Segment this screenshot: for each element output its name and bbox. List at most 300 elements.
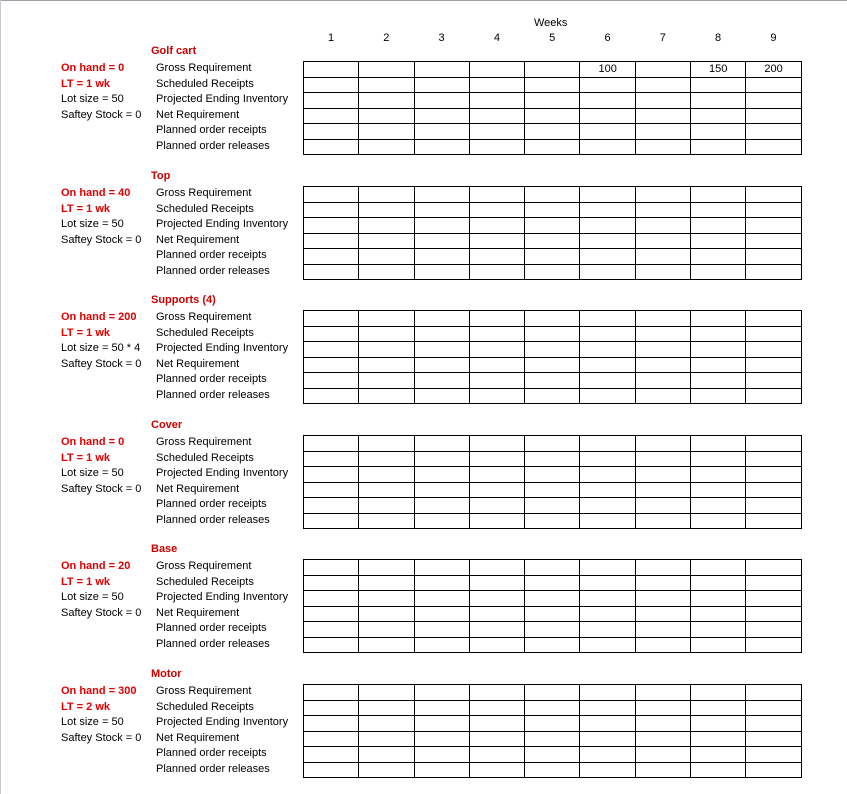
grid-cell[interactable]: [525, 187, 580, 203]
grid-cell[interactable]: [304, 731, 359, 747]
grid-cell[interactable]: [691, 342, 746, 358]
grid-cell[interactable]: [359, 326, 414, 342]
grid-cell[interactable]: [469, 326, 524, 342]
grid-cell[interactable]: [746, 233, 801, 249]
grid-cell[interactable]: [691, 606, 746, 622]
grid-cell[interactable]: [469, 436, 524, 452]
grid-cell[interactable]: [580, 606, 635, 622]
grid-cell[interactable]: [580, 591, 635, 607]
grid-cell[interactable]: [525, 311, 580, 327]
grid-cell[interactable]: [691, 716, 746, 732]
grid-cell[interactable]: [469, 264, 524, 280]
grid-cell[interactable]: [414, 560, 469, 576]
grid-cell[interactable]: [691, 202, 746, 218]
grid-cell[interactable]: 200: [746, 62, 801, 78]
grid-cell[interactable]: [580, 622, 635, 638]
grid-cell[interactable]: [635, 436, 690, 452]
grid-cell[interactable]: [414, 482, 469, 498]
grid-cell[interactable]: [359, 467, 414, 483]
grid-cell[interactable]: [304, 93, 359, 109]
grid-cell[interactable]: [359, 637, 414, 653]
grid-cell[interactable]: [304, 218, 359, 234]
grid-cell[interactable]: [635, 622, 690, 638]
grid-cell[interactable]: [635, 62, 690, 78]
grid-cell[interactable]: [635, 202, 690, 218]
grid-cell[interactable]: [580, 388, 635, 404]
grid-cell[interactable]: [525, 264, 580, 280]
grid-cell[interactable]: [580, 311, 635, 327]
grid-cell[interactable]: [525, 685, 580, 701]
grid-cell[interactable]: [414, 716, 469, 732]
grid-cell[interactable]: [580, 93, 635, 109]
grid-cell[interactable]: [304, 108, 359, 124]
grid-cell[interactable]: [469, 482, 524, 498]
grid-cell[interactable]: [746, 606, 801, 622]
grid-cell[interactable]: [635, 373, 690, 389]
grid-cell[interactable]: [469, 716, 524, 732]
grid-cell[interactable]: [746, 436, 801, 452]
grid-cell[interactable]: [525, 482, 580, 498]
grid-cell[interactable]: [635, 716, 690, 732]
grid-cell[interactable]: [635, 139, 690, 155]
grid-cell[interactable]: [359, 187, 414, 203]
grid-cell[interactable]: [746, 685, 801, 701]
grid-cell[interactable]: [746, 637, 801, 653]
grid-cell[interactable]: [635, 762, 690, 778]
grid-cell[interactable]: [635, 264, 690, 280]
grid-cell[interactable]: [635, 108, 690, 124]
grid-cell[interactable]: [691, 451, 746, 467]
grid-cell[interactable]: [746, 700, 801, 716]
grid-cell[interactable]: [304, 373, 359, 389]
grid-cell[interactable]: [414, 108, 469, 124]
grid-cell[interactable]: [746, 731, 801, 747]
grid-cell[interactable]: [746, 124, 801, 140]
grid-cell[interactable]: [691, 591, 746, 607]
grid-cell[interactable]: [359, 139, 414, 155]
grid-cell[interactable]: [635, 326, 690, 342]
grid-cell[interactable]: [746, 202, 801, 218]
grid-cell[interactable]: [359, 357, 414, 373]
grid-cell[interactable]: [746, 139, 801, 155]
grid-cell[interactable]: [304, 606, 359, 622]
grid-cell[interactable]: [635, 357, 690, 373]
grid-cell[interactable]: [635, 451, 690, 467]
grid-cell[interactable]: [414, 187, 469, 203]
grid-cell[interactable]: [359, 451, 414, 467]
grid-cell[interactable]: [469, 467, 524, 483]
grid-cell[interactable]: [746, 108, 801, 124]
grid-cell[interactable]: [525, 637, 580, 653]
grid-cell[interactable]: [359, 264, 414, 280]
grid-cell[interactable]: [469, 606, 524, 622]
grid-cell[interactable]: [525, 93, 580, 109]
grid-cell[interactable]: [304, 124, 359, 140]
grid-cell[interactable]: [746, 249, 801, 265]
grid-cell[interactable]: [304, 139, 359, 155]
grid-cell[interactable]: [469, 77, 524, 93]
grid-cell[interactable]: [414, 311, 469, 327]
grid-cell[interactable]: [359, 498, 414, 514]
grid-cell[interactable]: [304, 388, 359, 404]
grid-cell[interactable]: [580, 77, 635, 93]
grid-cell[interactable]: [746, 575, 801, 591]
grid-cell[interactable]: [469, 187, 524, 203]
grid-cell[interactable]: [746, 326, 801, 342]
grid-cell[interactable]: 150: [691, 62, 746, 78]
grid-cell[interactable]: 100: [580, 62, 635, 78]
grid-cell[interactable]: [525, 233, 580, 249]
grid-cell[interactable]: [635, 233, 690, 249]
grid-cell[interactable]: [304, 326, 359, 342]
grid-cell[interactable]: [691, 311, 746, 327]
grid-cell[interactable]: [635, 637, 690, 653]
grid-cell[interactable]: [691, 436, 746, 452]
grid-cell[interactable]: [691, 326, 746, 342]
grid-cell[interactable]: [414, 264, 469, 280]
grid-cell[interactable]: [525, 436, 580, 452]
grid-cell[interactable]: [525, 498, 580, 514]
grid-cell[interactable]: [525, 700, 580, 716]
grid-cell[interactable]: [746, 622, 801, 638]
grid-cell[interactable]: [580, 716, 635, 732]
grid-cell[interactable]: [580, 139, 635, 155]
grid-cell[interactable]: [414, 139, 469, 155]
grid-cell[interactable]: [635, 685, 690, 701]
grid-cell[interactable]: [414, 218, 469, 234]
grid-cell[interactable]: [414, 762, 469, 778]
grid-cell[interactable]: [359, 622, 414, 638]
grid-cell[interactable]: [359, 373, 414, 389]
grid-cell[interactable]: [525, 62, 580, 78]
grid-cell[interactable]: [580, 218, 635, 234]
grid-cell[interactable]: [580, 249, 635, 265]
grid-cell[interactable]: [414, 202, 469, 218]
grid-cell[interactable]: [414, 700, 469, 716]
grid-cell[interactable]: [635, 124, 690, 140]
grid-cell[interactable]: [359, 218, 414, 234]
grid-cell[interactable]: [414, 124, 469, 140]
grid-cell[interactable]: [304, 187, 359, 203]
grid-cell[interactable]: [746, 357, 801, 373]
grid-cell[interactable]: [746, 342, 801, 358]
grid-cell[interactable]: [580, 467, 635, 483]
grid-cell[interactable]: [746, 747, 801, 763]
grid-cell[interactable]: [414, 606, 469, 622]
grid-cell[interactable]: [691, 264, 746, 280]
grid-cell[interactable]: [580, 233, 635, 249]
grid-cell[interactable]: [469, 762, 524, 778]
grid-cell[interactable]: [525, 202, 580, 218]
grid-cell[interactable]: [414, 575, 469, 591]
grid-cell[interactable]: [469, 124, 524, 140]
grid-cell[interactable]: [469, 202, 524, 218]
grid-cell[interactable]: [304, 700, 359, 716]
grid-cell[interactable]: [635, 606, 690, 622]
grid-cell[interactable]: [525, 622, 580, 638]
grid-cell[interactable]: [304, 77, 359, 93]
grid-cell[interactable]: [304, 637, 359, 653]
grid-cell[interactable]: [414, 326, 469, 342]
grid-cell[interactable]: [469, 560, 524, 576]
grid-cell[interactable]: [580, 498, 635, 514]
grid-cell[interactable]: [635, 700, 690, 716]
grid-cell[interactable]: [414, 637, 469, 653]
grid-cell[interactable]: [580, 436, 635, 452]
grid-cell[interactable]: [359, 700, 414, 716]
grid-cell[interactable]: [414, 685, 469, 701]
grid-cell[interactable]: [469, 451, 524, 467]
grid-cell[interactable]: [469, 637, 524, 653]
grid-cell[interactable]: [469, 342, 524, 358]
grid-cell[interactable]: [469, 513, 524, 529]
grid-cell[interactable]: [469, 685, 524, 701]
grid-cell[interactable]: [746, 467, 801, 483]
grid-cell[interactable]: [359, 482, 414, 498]
grid-cell[interactable]: [580, 637, 635, 653]
grid-cell[interactable]: [580, 202, 635, 218]
grid-cell[interactable]: [635, 388, 690, 404]
grid-cell[interactable]: [525, 513, 580, 529]
grid-cell[interactable]: [691, 233, 746, 249]
grid-cell[interactable]: [359, 62, 414, 78]
grid-cell[interactable]: [359, 233, 414, 249]
grid-cell[interactable]: [635, 513, 690, 529]
grid-cell[interactable]: [580, 513, 635, 529]
grid-cell[interactable]: [469, 357, 524, 373]
grid-cell[interactable]: [580, 731, 635, 747]
grid-cell[interactable]: [469, 311, 524, 327]
grid-cell[interactable]: [635, 591, 690, 607]
grid-cell[interactable]: [414, 62, 469, 78]
grid-cell[interactable]: [304, 747, 359, 763]
grid-cell[interactable]: [525, 560, 580, 576]
grid-cell[interactable]: [580, 762, 635, 778]
grid-cell[interactable]: [414, 249, 469, 265]
grid-cell[interactable]: [525, 326, 580, 342]
grid-cell[interactable]: [304, 233, 359, 249]
grid-cell[interactable]: [691, 513, 746, 529]
grid-cell[interactable]: [469, 249, 524, 265]
grid-cell[interactable]: [746, 762, 801, 778]
grid-cell[interactable]: [414, 747, 469, 763]
grid-cell[interactable]: [691, 747, 746, 763]
grid-cell[interactable]: [635, 249, 690, 265]
grid-cell[interactable]: [414, 731, 469, 747]
grid-cell[interactable]: [746, 388, 801, 404]
grid-cell[interactable]: [359, 436, 414, 452]
grid-cell[interactable]: [746, 482, 801, 498]
grid-cell[interactable]: [635, 731, 690, 747]
grid-cell[interactable]: [580, 560, 635, 576]
grid-cell[interactable]: [635, 77, 690, 93]
grid-cell[interactable]: [746, 93, 801, 109]
grid-cell[interactable]: [414, 77, 469, 93]
grid-cell[interactable]: [469, 93, 524, 109]
grid-cell[interactable]: [304, 202, 359, 218]
grid-cell[interactable]: [746, 77, 801, 93]
grid-cell[interactable]: [359, 124, 414, 140]
grid-cell[interactable]: [746, 498, 801, 514]
grid-cell[interactable]: [359, 77, 414, 93]
grid-cell[interactable]: [635, 218, 690, 234]
grid-cell[interactable]: [469, 373, 524, 389]
grid-cell[interactable]: [635, 498, 690, 514]
grid-cell[interactable]: [635, 482, 690, 498]
grid-cell[interactable]: [469, 498, 524, 514]
grid-cell[interactable]: [580, 685, 635, 701]
grid-cell[interactable]: [414, 373, 469, 389]
grid-cell[interactable]: [304, 451, 359, 467]
grid-cell[interactable]: [469, 591, 524, 607]
grid-cell[interactable]: [635, 560, 690, 576]
grid-cell[interactable]: [746, 716, 801, 732]
grid-cell[interactable]: [414, 93, 469, 109]
grid-cell[interactable]: [691, 93, 746, 109]
grid-cell[interactable]: [469, 62, 524, 78]
grid-cell[interactable]: [359, 762, 414, 778]
grid-cell[interactable]: [635, 342, 690, 358]
grid-cell[interactable]: [525, 716, 580, 732]
grid-cell[interactable]: [746, 591, 801, 607]
grid-cell[interactable]: [635, 575, 690, 591]
grid-cell[interactable]: [359, 747, 414, 763]
grid-cell[interactable]: [580, 747, 635, 763]
grid-cell[interactable]: [580, 124, 635, 140]
grid-cell[interactable]: [525, 139, 580, 155]
grid-cell[interactable]: [304, 249, 359, 265]
grid-cell[interactable]: [580, 357, 635, 373]
grid-cell[interactable]: [691, 575, 746, 591]
grid-cell[interactable]: [359, 93, 414, 109]
grid-cell[interactable]: [414, 436, 469, 452]
grid-cell[interactable]: [525, 606, 580, 622]
grid-cell[interactable]: [580, 264, 635, 280]
grid-cell[interactable]: [469, 388, 524, 404]
grid-cell[interactable]: [525, 747, 580, 763]
grid-cell[interactable]: [304, 560, 359, 576]
grid-cell[interactable]: [359, 249, 414, 265]
grid-cell[interactable]: [414, 622, 469, 638]
grid-cell[interactable]: [635, 467, 690, 483]
grid-cell[interactable]: [469, 622, 524, 638]
grid-cell[interactable]: [525, 467, 580, 483]
grid-cell[interactable]: [469, 233, 524, 249]
grid-cell[interactable]: [691, 357, 746, 373]
grid-cell[interactable]: [359, 685, 414, 701]
grid-cell[interactable]: [525, 451, 580, 467]
grid-cell[interactable]: [746, 311, 801, 327]
grid-cell[interactable]: [635, 93, 690, 109]
grid-cell[interactable]: [580, 482, 635, 498]
grid-cell[interactable]: [304, 575, 359, 591]
grid-cell[interactable]: [304, 591, 359, 607]
grid-cell[interactable]: [525, 77, 580, 93]
grid-cell[interactable]: [691, 187, 746, 203]
grid-cell[interactable]: [635, 187, 690, 203]
grid-cell[interactable]: [525, 249, 580, 265]
grid-cell[interactable]: [746, 373, 801, 389]
grid-cell[interactable]: [414, 388, 469, 404]
grid-cell[interactable]: [359, 202, 414, 218]
grid-cell[interactable]: [691, 77, 746, 93]
grid-cell[interactable]: [359, 731, 414, 747]
grid-cell[interactable]: [691, 560, 746, 576]
grid-cell[interactable]: [691, 731, 746, 747]
grid-cell[interactable]: [359, 388, 414, 404]
grid-cell[interactable]: [469, 218, 524, 234]
grid-cell[interactable]: [414, 467, 469, 483]
grid-cell[interactable]: [580, 187, 635, 203]
grid-cell[interactable]: [691, 622, 746, 638]
grid-cell[interactable]: [525, 373, 580, 389]
grid-cell[interactable]: [359, 108, 414, 124]
grid-cell[interactable]: [525, 731, 580, 747]
grid-cell[interactable]: [304, 762, 359, 778]
grid-cell[interactable]: [304, 467, 359, 483]
grid-cell[interactable]: [469, 700, 524, 716]
grid-cell[interactable]: [746, 560, 801, 576]
grid-cell[interactable]: [304, 622, 359, 638]
grid-cell[interactable]: [359, 513, 414, 529]
grid-cell[interactable]: [525, 575, 580, 591]
grid-cell[interactable]: [580, 451, 635, 467]
grid-cell[interactable]: [691, 249, 746, 265]
grid-cell[interactable]: [525, 388, 580, 404]
grid-cell[interactable]: [304, 436, 359, 452]
grid-cell[interactable]: [691, 498, 746, 514]
grid-cell[interactable]: [580, 108, 635, 124]
grid-cell[interactable]: [469, 139, 524, 155]
grid-cell[interactable]: [414, 498, 469, 514]
grid-cell[interactable]: [469, 747, 524, 763]
grid-cell[interactable]: [746, 513, 801, 529]
grid-cell[interactable]: [525, 124, 580, 140]
grid-cell[interactable]: [691, 139, 746, 155]
grid-cell[interactable]: [304, 513, 359, 529]
grid-cell[interactable]: [691, 700, 746, 716]
grid-cell[interactable]: [414, 451, 469, 467]
grid-cell[interactable]: [691, 373, 746, 389]
grid-cell[interactable]: [359, 560, 414, 576]
grid-cell[interactable]: [691, 762, 746, 778]
grid-cell[interactable]: [746, 451, 801, 467]
grid-cell[interactable]: [691, 467, 746, 483]
grid-cell[interactable]: [304, 685, 359, 701]
grid-cell[interactable]: [304, 62, 359, 78]
grid-cell[interactable]: [525, 591, 580, 607]
grid-cell[interactable]: [525, 342, 580, 358]
grid-cell[interactable]: [359, 342, 414, 358]
grid-cell[interactable]: [746, 187, 801, 203]
grid-cell[interactable]: [691, 218, 746, 234]
grid-cell[interactable]: [414, 342, 469, 358]
grid-cell[interactable]: [746, 264, 801, 280]
grid-cell[interactable]: [304, 716, 359, 732]
grid-cell[interactable]: [525, 357, 580, 373]
grid-cell[interactable]: [691, 388, 746, 404]
grid-cell[interactable]: [691, 124, 746, 140]
grid-cell[interactable]: [580, 373, 635, 389]
grid-cell[interactable]: [580, 326, 635, 342]
grid-cell[interactable]: [469, 108, 524, 124]
grid-cell[interactable]: [525, 108, 580, 124]
grid-cell[interactable]: [635, 747, 690, 763]
grid-cell[interactable]: [359, 575, 414, 591]
grid-cell[interactable]: [580, 342, 635, 358]
grid-cell[interactable]: [691, 108, 746, 124]
grid-cell[interactable]: [691, 482, 746, 498]
